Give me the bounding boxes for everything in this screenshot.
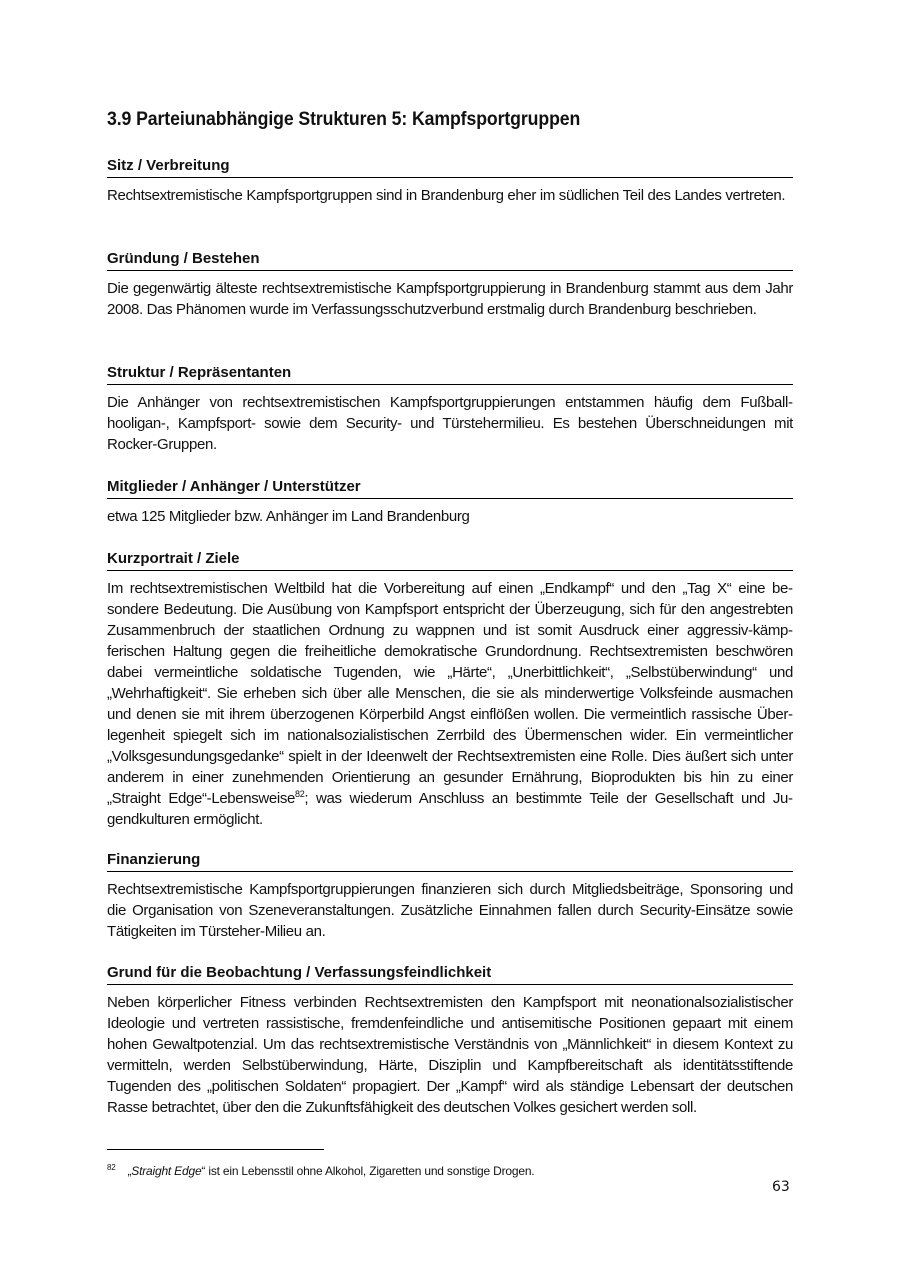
section-kurzportrait [107, 548, 793, 830]
footnote-term: Straight Edge [131, 1164, 202, 1178]
section-text: Neben körperlicher Fitness verbinden Rechtsextremisten den Kampfsport mit neonationalsozialistischer Ideologie und vertreten rassistische, fremdenfeindliche und antisemitische Positionen gepaart mit einem hohen Gewaltpotenzial. Um das rechtsextremistische Verständnis von „Männlichkeit“ in diesem Kontext zu vermitteln, werden Selbstüberwindung, Härte, Disziplin und Kampfbereitschaft als identitätsstiftende Tugenden des „politischen Soldaten“ propagiert. Der „Kampf“ wird als ständige Lebensart der deutschen Rasse betrachtet, über den die Zukunftsfähigkeit des deutschen Volkes gesichert werden soll. [107, 994, 793, 1116]
section-mitglieder [107, 476, 793, 527]
section-heading: Grund für die Beobachtung / Verfassungsfeindlichkeit [107, 962, 793, 985]
section-heading: Struktur / Repräsentanten [107, 362, 793, 385]
section-heading: Mitglieder / Anhänger / Unterstützer [107, 476, 793, 499]
section-text [107, 578, 793, 830]
section-text: etwa 125 Mitglieder bzw. Anhänger im Land Brandenburg [107, 508, 470, 525]
footnote-text: “ ist ein Lebensstil ohne Alkohol, Zigaretten und sonstige Drogen. [201, 1164, 535, 1178]
section-heading: Finanzierung [107, 849, 793, 872]
section-text: Rechtsextremistische Kampfsportgruppierungen finanzieren sich durch Mitgliedsbeiträge, Sponsoring und die Organisation von Szeneveranstaltungen. Zusätzliche Einnahmen fallen durch Security-Einsätze sowie Tätigkeiten im Türsteher-Milieu an. [107, 881, 793, 940]
footnote-divider [107, 1149, 324, 1150]
section-text: Rechtsextremistische Kampfsportgruppen sind in Brandenburg eher im südlichen Teil des Landes vertreten. [107, 187, 786, 204]
section-struktur [107, 362, 793, 455]
section-text-part: Im rechtsextremistischen Weltbild hat die Vorbereitung auf einen „Endkampf“ und den „Tag X“ eine besondere Bedeutung. Die Ausübung von Kampfsport entspricht der Überzeugung, sich für den angestrebten Zusammenbruch der staatlichen Ordnung zu wappnen und ist somit Ausdruck einer aggressiv-kämpferischen Haltung gegen die freiheitliche demokratische Grundordnung. Rechtsextremisten beschwören dabei vermeintliche soldatische Tugenden, wie „Härte“, „Unerbittlichkeit“, „Selbstüberwindung“ und „Wehrhaftigkeit“. Sie erheben sich über alle Menschen, die sie als minderwertige Volksfeinde ausmachen und denen sie mit ihrem überzogenen Körperbild Angst einflößen wollen. Die vermeintlich rassische Überlegenheit spiegelt sich im nationalsozialistischen Zerrbild des Übermenschen wider. Ein vermeintlicher „Volksgesundungsgedanke“ spielt in der Ideenwelt der Rechtsextremisten eine Rolle. Dies äußert sich unter anderem in einer zunehmenden Orientierung an gesunder Ernährung, Bioprodukten bis hin zu einer „Straight Edge“-Lebensweise [107, 580, 793, 807]
section-gruendung [107, 248, 793, 320]
section-text: Die Anhänger von rechtsextremistischen Kampfsportgruppierungen entstammen häufig dem Fußballhooligan-, Kampfsport- sowie dem Security- und Türstehermilieu. Es bestehen Überschneidungen mit Rocker-Gruppen. [107, 394, 793, 453]
footnote-reference: 82 [295, 789, 305, 799]
section-sitz [107, 155, 793, 206]
section-text: Die gegenwärtig älteste rechtsextremistische Kampfsportgruppierung in Brandenburg stammt aus dem Jahr 2008. Das Phänomen wurde im Verfassungsschutzverbund erstmalig durch Brandenburg beschrieben. [107, 280, 793, 318]
page-title: 3.9 Parteiunabhängige Strukturen 5: Kampfsportgruppen [107, 109, 581, 130]
section-finanzierung [107, 849, 793, 942]
footnote-quote: „ [127, 1164, 132, 1178]
page-number: 63 [772, 1179, 790, 1195]
section-text-part: ; was wiederum Anschluss an bestimmte Teile der Gesellschaft und Jugendkulturen ermöglicht. [107, 790, 793, 828]
footnote-number: 82 [107, 1163, 116, 1172]
footnote [107, 1160, 534, 1179]
section-beobachtung [107, 962, 793, 1118]
section-heading: Gründung / Bestehen [107, 248, 793, 271]
section-heading: Sitz / Verbreitung [107, 155, 793, 178]
section-heading: Kurzportrait / Ziele [107, 548, 793, 571]
